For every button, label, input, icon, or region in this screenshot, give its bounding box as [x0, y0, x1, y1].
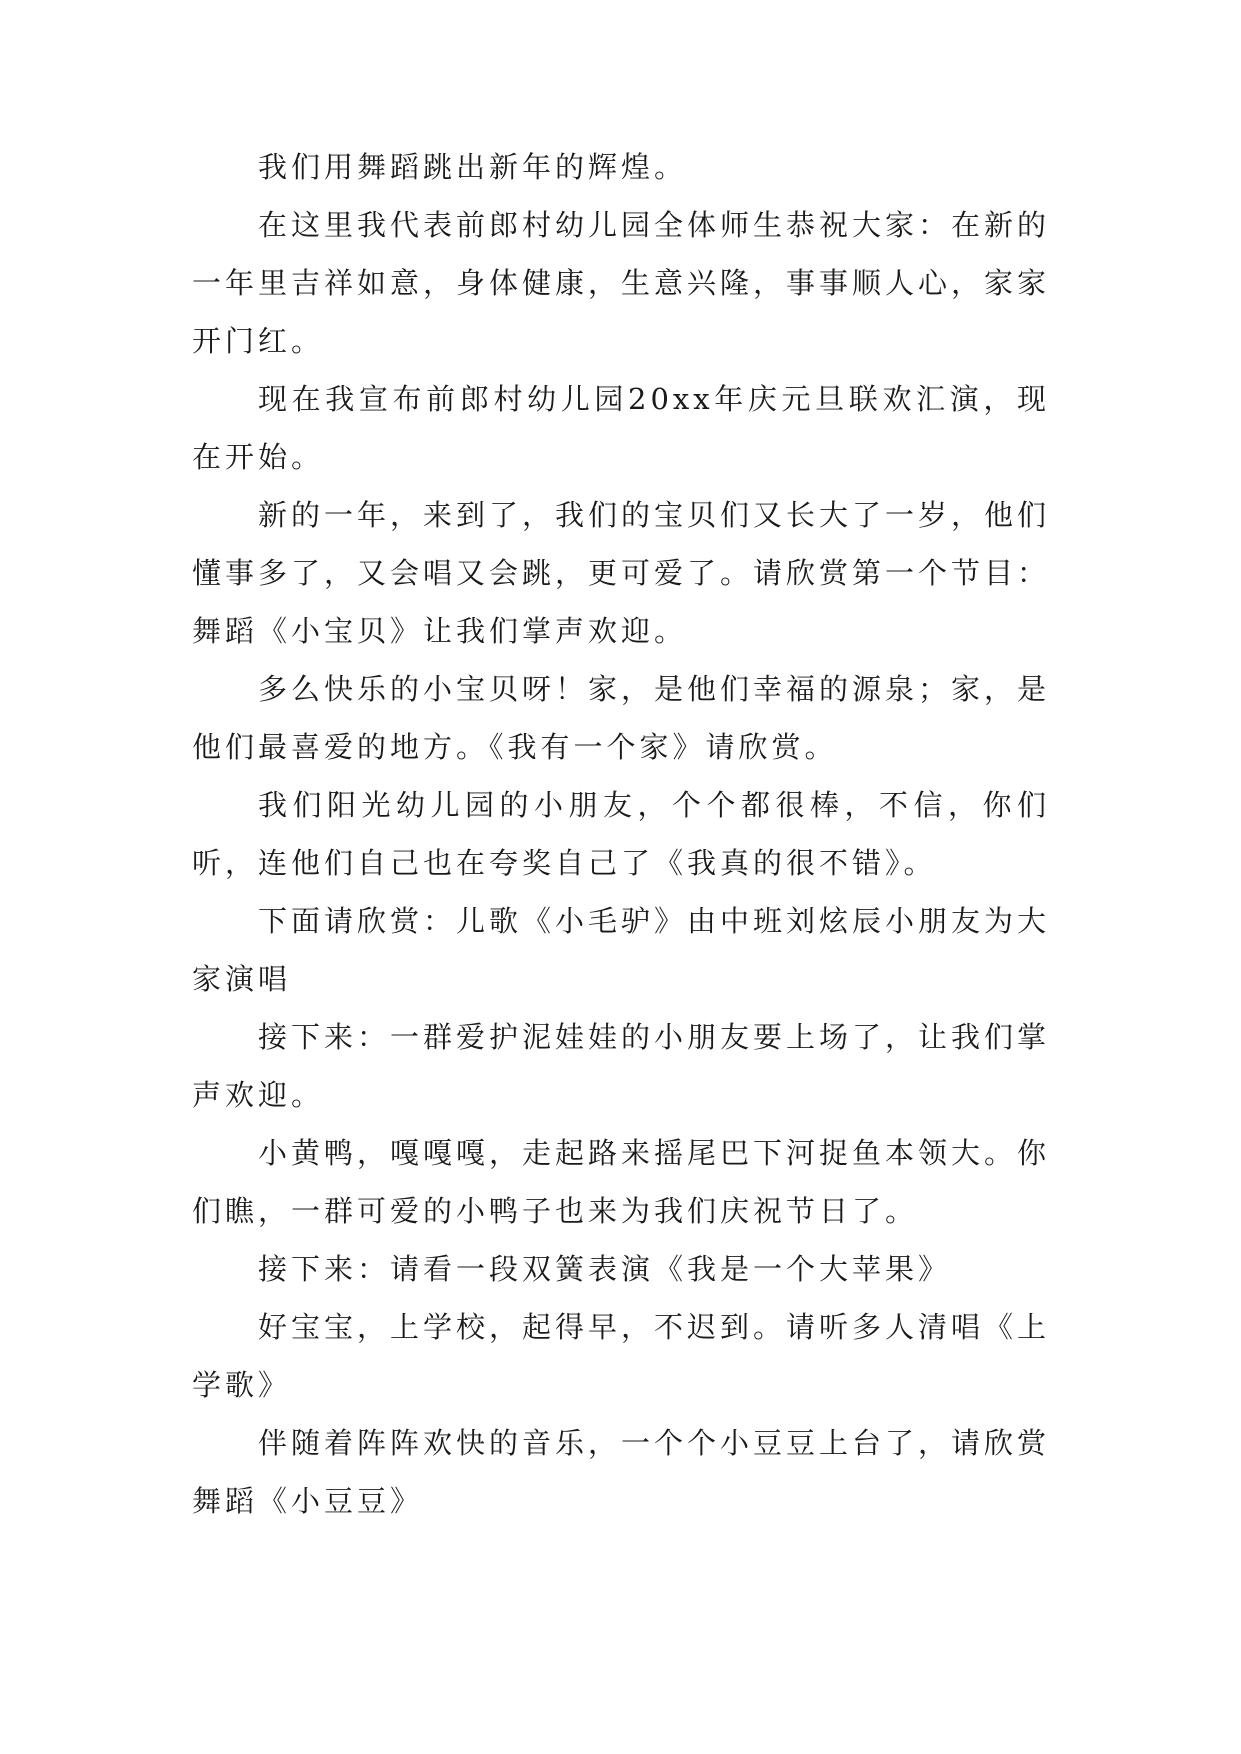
paragraph: 小黄鸭，嘎嘎嘎，走起路来摇尾巴下河捉鱼本领大。你们瞧，一群可爱的小鸭子也来为我们庆祝节日了。 [192, 1136, 1051, 1228]
paragraph: 伴随着阵阵欢快的音乐，一个个小豆豆上台了，请欣赏舞蹈《小豆豆》 [192, 1426, 1051, 1518]
document-body [192, 138, 1050, 1530]
paragraph: 好宝宝，上学校，起得早，不迟到。请听多人清唱《上学歌》 [192, 1310, 1051, 1402]
paragraph: 我们阳光幼儿园的小朋友，个个都很棒，不信，你们听，连他们自己也在夸奖自己了《我真的很不错》。 [192, 788, 1050, 880]
paragraph: 多么快乐的小宝贝呀！家，是他们幸福的源泉；家，是他们最喜爱的地方。《我有一个家》请欣赏。 [192, 672, 1051, 764]
paragraph: 新的一年，来到了，我们的宝贝们又长大了一岁，他们懂事多了，又会唱又会跳，更可爱了。请欣赏第一个节目：舞蹈《小宝贝》让我们掌声欢迎。 [192, 498, 1051, 648]
paragraph: 接下来：请看一段双簧表演《我是一个大苹果》 [258, 1252, 952, 1286]
paragraph: 在这里我代表前郎村幼儿园全体师生恭祝大家：在新的一年里吉祥如意，身体健康，生意兴隆，事事顺人心，家家开门红。 [192, 208, 1051, 358]
paragraph: 下面请欣赏：儿歌《小毛驴》由中班刘炫辰小朋友为大家演唱 [192, 904, 1051, 996]
paragraph: 我们用舞蹈跳出新年的辉煌。 [258, 150, 688, 184]
paragraph: 接下来：一群爱护泥娃娃的小朋友要上场了，让我们掌声欢迎。 [192, 1020, 1051, 1112]
paragraph: 现在我宣布前郎村幼儿园20xx年庆元旦联欢汇演，现在开始。 [192, 382, 1050, 474]
